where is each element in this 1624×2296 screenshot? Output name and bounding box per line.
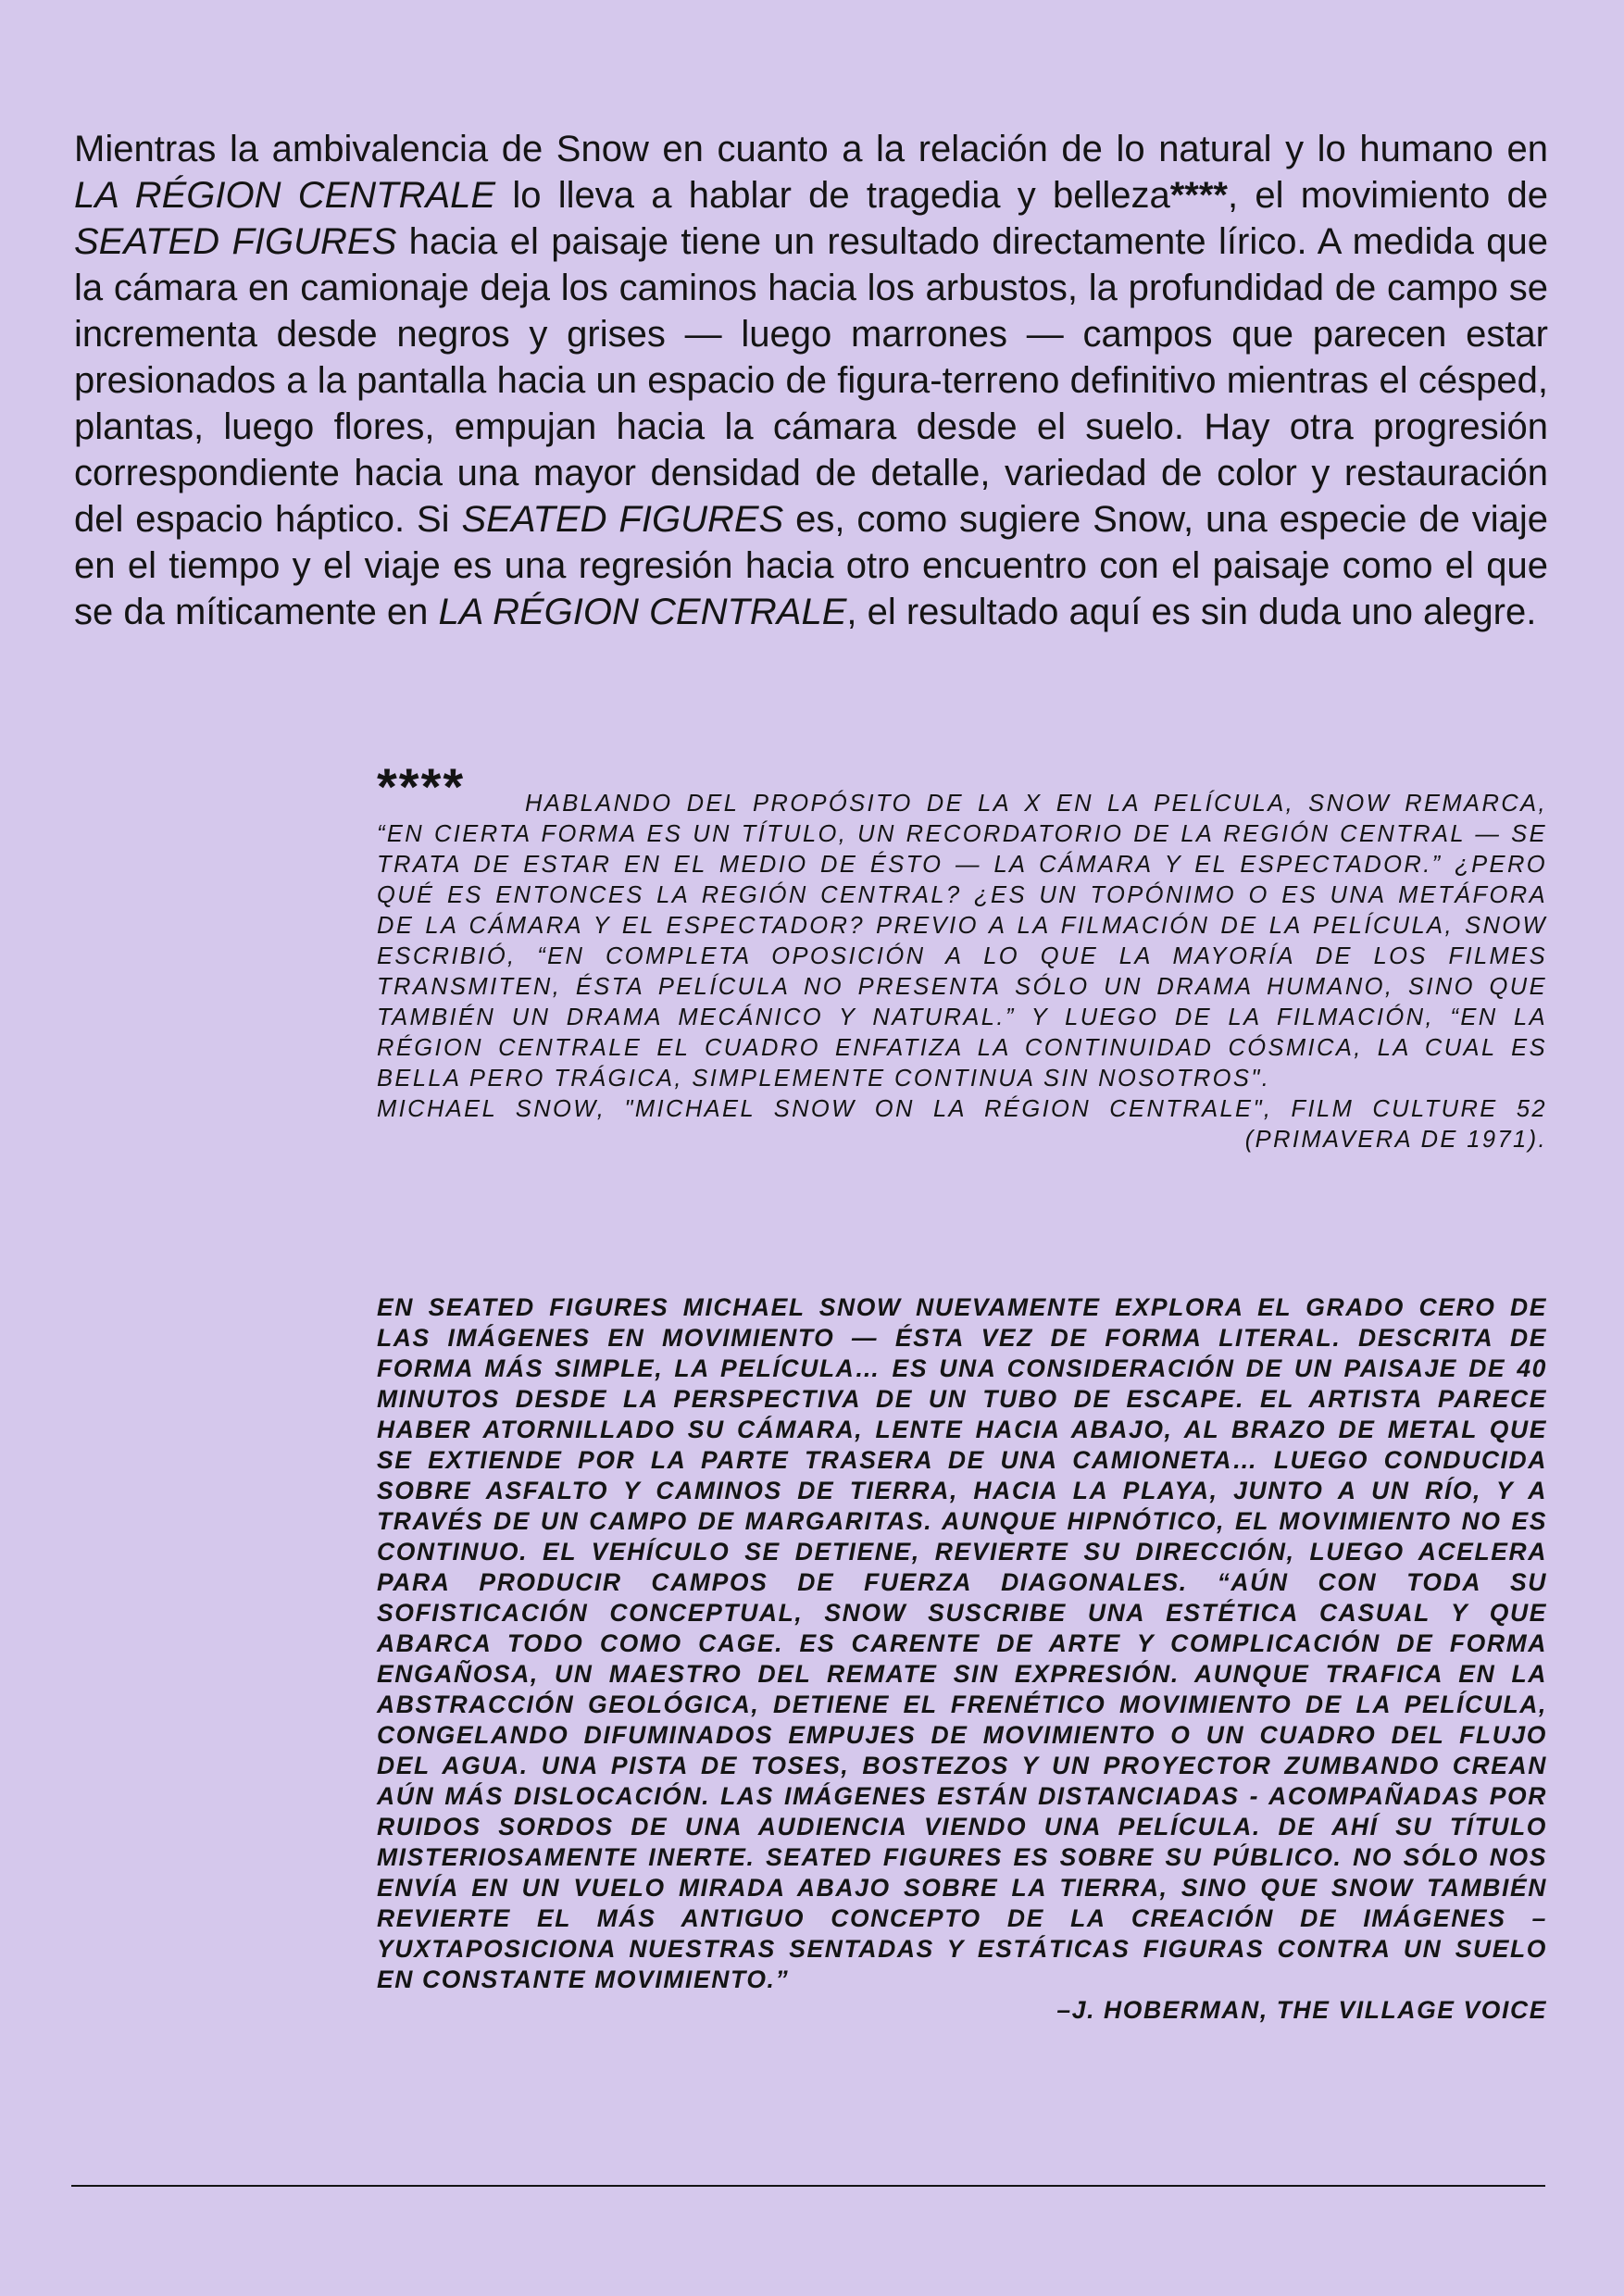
footnote-reference: **** [1169,175,1228,216]
review-body: EN SEATED FIGURES MICHAEL SNOW NUEVAMENTE EXPLORA EL GRADO CERO DE LAS IMÁGENES EN MOVIMIENTO — ÉSTA VEZ DE FORMA LITERAL. DESCRITA DE FORMA MÁS SIMPLE, LA PELÍCULA… ES UNA CONSIDERACIÓN DE UN PAISAJE DE 40 MINUTOS DESDE LA PERSPECTIVA DE UN TUBO DE ESCAPE. EL ARTISTA PARECE HABER ATORNILLADO SU CÁMARA, LENTE HACIA ABAJO, AL BRAZO DE METAL QUE SE EXTIENDE POR LA PARTE TRASERA DE UNA CAMIONETA… LUEGO CONDUCIDA SOBRE ASFALTO Y CAMINOS DE TIERRA, HACIA LA PLAYA, JUNTO A UN RÍO, Y A TRAVÉS DE UN CAMPO DE MARGARITAS. AUNQUE HIPNÓTICO, EL MOVIMIENTO NO ES CONTINUO. EL VEHÍCULO SE DETIENE, REVIERTE SU DIRECCIÓN, LUEGO ACELERA PARA PRODUCIR CAMPOS DE FUERZA DIAGONALES. “AÚN CON TODA SU SOFISTICACIÓN CONCEPTUAL, SNOW SUSCRIBE UNA ESTÉTICA CASUAL Y QUE ABARCA TODO COMO CAGE. ES CARENTE DE ARTE Y COMPLICACIÓN DE FORMA ENGAÑOSA, UN MAESTRO DEL REMATE SIN EXPRESIÓN. AUNQUE TRAFICA EN LA ABSTRACCIÓN GEOLÓGICA, DETIENE EL FRENÉTICO MOVIMIENTO DE LA PELÍCULA, CONGELANDO DIFUMINADOS EMPUJES DE MOVIMIENTO O UN CUADRO DEL FLUJO DEL AGUA. UNA PISTA DE TOSES, BOSTEZOS Y UN PROYECTOR ZUMBANDO CREAN AÚN MÁS DISLOCACIÓN. LAS IMÁGENES ESTÁN DISTANCIADAS - ACOMPAÑADAS POR RUIDOS SORDOS DE UNA AUDIENCIA VIENDO UNA PELÍCULA. DE AHÍ SU TÍTULO MISTERIOSAMENTE INERTE. SEATED FIGURES ES SOBRE SU PÚBLICO. NO SÓLO NOS ENVÍA EN UN VUELO MIRADA ABAJO SOBRE LA TIERRA, SINO QUE SNOW TAMBIÉN REVIERTE EL MÁS ANTIGUO CONCEPTO DE LA CREACIÓN DE IMÁGENES – YUXTAPOSICIONA NUESTRAS SENTADAS Y ESTÁTICAS FIGURAS CONTRA UN SUELO EN CONSTANTE MOVIMIENTO.” [377,1293,1547,1993]
main-text-part: es, como sugiere Snow, una especie de viaje en el tiempo y el viaje es una regresión hacia otro encuentro con el paisaje como el que se da míticamente en [74,499,1548,632]
review-credit: –J. HOBERMAN, THE VILLAGE VOICE [1056,1996,1547,2024]
main-text-part: , el resultado aquí es sin duda uno alegre. [846,592,1537,632]
main-text-part: lo lleva a hablar de tragedia y belleza [495,175,1170,216]
footnote [377,757,1547,1155]
review-quote [377,1292,1547,2026]
main-text-part: Mientras la ambivalencia de Snow en cuanto a la relación de lo natural y lo humano en [74,129,1548,169]
main-text-part: hacia el paisaje tiene un resultado directamente lírico. A medida que la cámara en camionaje deja los caminos hacia los arbustos, la profundidad de campo se incrementa desde negros y grises — luego marrones — campos que parecen estar presionados a la pantalla hacia un espacio de figura-terreno definitivo mientras el césped, plantas, luego flores, empujan hacia la cámara desde el suelo. Hay otra progresión correspondiente hacia una mayor densidad de detalle, variedad de color y restauración del espacio háptico. Si [74,221,1548,540]
film-title: SEATED FIGURES [74,221,397,262]
main-text-part: , el movimiento de [1228,175,1548,216]
film-title: LA RÉGION CENTRALE [438,592,847,632]
footnote-source: MICHAEL SNOW, "MICHAEL SNOW ON LA RÉGION CENTRALE", FILM CULTURE 52 (PRIMAVERA DE 1971). [377,1096,1547,1153]
film-title: LA RÉGION CENTRALE [74,175,496,216]
footnote-body: HABLANDO DEL PROPÓSITO DE LA X EN LA PELÍCULA, SNOW REMARCA, “EN CIERTA FORMA ES UN TÍTULO, UN RECORDATORIO DE LA REGIÓN CENTRAL — SE TRATA DE ESTAR EN EL MEDIO DE ÉSTO — LA CÁMARA Y EL ESPECTADOR.” ¿PERO QUÉ ES ENTONCES LA REGIÓN CENTRAL? ¿ES UN TOPÓNIMO O ES UNA METÁFORA DE LA CÁMARA Y EL ESPECTADOR? PREVIO A LA FILMACIÓN DE LA PELÍCULA, SNOW ESCRIBIÓ, “EN COMPLETA OPOSICIÓN A LO QUE LA MAYORÍA DE LOS FILMES TRANSMITEN, ÉSTA PELÍCULA NO PRESENTA SÓLO UN DRAMA HUMANO, SINO QUE TAMBIÉN UN DRAMA MECÁNICO Y NATURAL.” Y LUEGO DE LA FILMACIÓN, “EN LA RÉGION CENTRALE EL CUADRO ENFATIZA LA CONTINUIDAD CÓSMICA, LA CUAL ES BELLA PERO TRÁGICA, SIMPLEMENTE CONTINUA SIN NOSOTROS". [377,791,1547,1092]
film-title: SEATED FIGURES [461,499,784,540]
footnote-marker: **** [377,757,466,816]
bottom-divider [71,2185,1545,2187]
main-paragraph [74,126,1548,635]
